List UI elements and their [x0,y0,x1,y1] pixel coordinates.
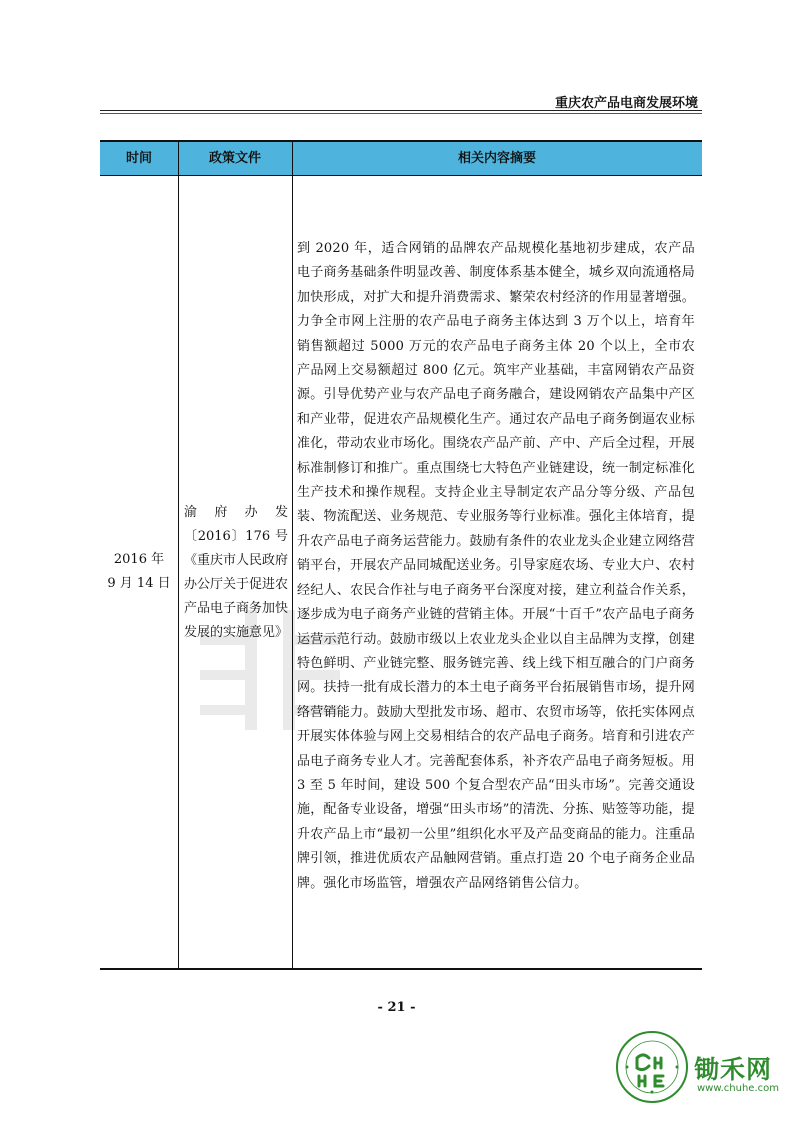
column-header-document: 政策文件 [208,151,261,166]
header-rule-thin [100,113,702,114]
logo-url[interactable]: www.chuhe.com [697,1083,779,1094]
date-year: 2016 年 [113,552,165,567]
page-number: - 21 - [377,1000,416,1015]
header-rule [100,110,702,111]
date-day: 9 月 14 日 [107,576,171,591]
table-header-row [100,140,702,176]
page-header-title: 重庆农产品电商发展环境 [554,96,698,111]
column-header-time: 时间 [125,151,152,166]
column-header-summary: 相关内容摘要 [457,151,536,166]
table-divider-1 [178,140,179,970]
summary-cell: 到 2020 年，适合网销的品牌农产品规模化基地初步建成，农产品电子商务基础条件明显改善、制度体系基本健全，城乡双向流通格局加快形成，对扩大和提升消费需求、繁荣农村经济的作用显著增强。力争全市网上注册的农产品电子商务主体达到 3 万个以上，培育年销售额超过 5000 万元的农产品电子商务主体 20 个以上，全市农产品网上交易额超过 800 亿元。筑牢产业基础，丰富网销农产品资源。引导优势产业与农产品电子商务融合，建设网销农产品集中产区和产业带，促进农产品规模化生产。通过农产品电子商务倒逼农业标准化，带动农业市场化。围绕农产品产前、产中、产后全过程，开展标准制修订和推广。重点围绕七大特色产业链建设，统一制定标准化生产技术和操作规程。支持企业主导制定农产品分等分级、产品包装、物流配送、业务规范、专业服务等行业标准。强化主体培育，提升农产品电子商务运营能力。鼓励有条件的农业龙头企业建立网络营销平台，开展农产品同城配送业务。引导家庭农场、专业大户、农村经纪人、农民合作社与电子商务平台深度对接，建立利益合作关系，逐步成为电子商务产业链的营销主体。开展“十百千”农产品电子商务运营示范行动。鼓励市级以上农业龙头企业以自主品牌为支撑，创建特色鲜明、产业链完整、服务链完善、线上线下相互融合的门户商务网。扶持一批有成长潜力的本土电子商务平台拓展销售市场，提升网络营销能力。鼓励大型批发市场、超市、农贸市场等，依托实体网点开展实体体验与网上交易相结合的农产品电子商务。培育和引进农产品电子商务专业人才。完善配套体系，补齐农产品电子商务短板。用 3 至 5 年时间，建设 500 个复合型农产品“田头市场”。完善交通设施，配备专业设备，增强“田头市场”的清洗、分拣、贴签等功能，提升农产品上市“最初一公里”组织化水平及产品变商品的能力。注重品牌引领，推进优质农产品触网营销。重点打造 20 个电子商务企业品牌。强化市场监管，增强农产品网络销售公信力。 [297,241,695,891]
table-divider-2 [292,140,293,970]
date-cell [100,548,178,596]
policy-document-cell: 渝府办发〔2016〕176 号《重庆市人民政府办公厅关于促进农产品电子商务加快发展的实施意见》 [184,505,289,640]
chuhe-logo-icon [615,1030,689,1104]
table-bottom-rule [100,968,702,970]
logo-name: 锄禾网 [694,1055,773,1084]
watermark-icon [190,600,350,740]
